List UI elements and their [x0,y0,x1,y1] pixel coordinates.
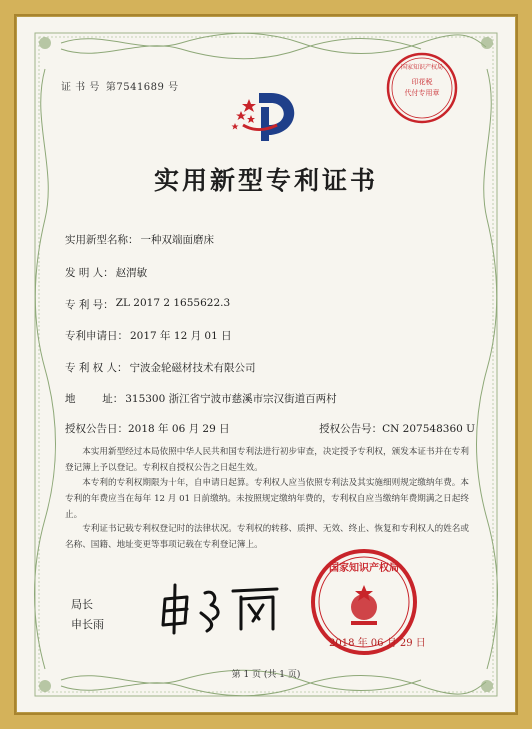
cnipa-logo [231,85,311,147]
field-patent-no [65,297,230,312]
body-paragraph-1: 本实用新型经过本局依照中华人民共和国专利法进行初步审查，决定授予专利权，颁发本证书并在专利登记簿上予以登记。专利权自授权公告之日起生效。 [65,447,469,473]
page-number: 第 1 页 (共 1 页) [231,670,301,680]
certificate-paper [17,17,515,712]
field-address [65,391,337,406]
field-holder [65,360,256,375]
field-address-label: 地 址： [65,393,124,405]
field-patent-no-value: ZL 2017 2 1655622.3 [115,297,231,309]
field-inventor-label: 发 明 人： [65,267,114,279]
director-signature [157,579,287,635]
field-filing-date [65,328,232,343]
field-inventor [65,265,147,280]
director-block [71,595,104,635]
field-patent-no-label: 专 利 号： [65,299,114,311]
field-holder-value: 宁波金轮磁材技术有限公司 [129,362,256,374]
seal-date: 2018 年 06 月 29 日 [329,638,426,649]
certificate-number-label: 证 书 号 [61,82,100,93]
svg-text:国家知识产权局: 国家知识产权局 [400,64,444,71]
field-name [65,232,214,247]
field-name-label: 实用新型名称： [65,234,139,246]
svg-text:国家知识产权局: 国家知识产权局 [329,563,399,574]
field-inventor-value: 赵渭敏 [115,267,148,279]
svg-text:代付专用章: 代付专用章 [404,89,440,97]
svg-text:印花税: 印花税 [411,78,433,86]
field-filing-date-label: 专利申请日： [65,330,128,342]
grant-date [65,421,230,436]
field-name-value: 一种双端面磨床 [140,234,214,246]
grant-number [319,421,475,436]
field-filing-date-value: 2017 年 12 月 01 日 [130,330,232,342]
field-address-value: 315300 浙江省宁波市慈溪市宗汉街道百两村 [125,393,337,405]
certificate-title: 实用新型专利证书 [153,166,378,195]
grant-number-value: CN 207548360 U [382,423,475,435]
body-paragraph-2: 本专利的专利权期限为十年，自申请日起算。专利权人应当依照专利法及其实施细则规定缴纳年费。本专利的年费应当在每年 12 月 01 日前缴纳。未按照规定缴纳年费的，专利权自应当缴纳年费期满之日起终止。 [65,478,469,520]
certificate-number [61,78,179,93]
director-title: 局长 [71,598,93,611]
tax-seal [385,51,459,125]
grant-row [65,421,475,436]
field-holder-label: 专 利 权 人： [65,362,128,374]
grant-date-label: 授权公告日： [65,423,128,435]
director-name: 申长雨 [71,618,104,631]
grant-number-label: 授权公告号： [319,423,383,435]
grant-date-value: 2018 年 06 月 29 日 [128,423,230,435]
body-paragraph-3: 专利证书记载专利权登记时的法律状况。专利权的转移、质押、无效、终止、恢复和专利权人的姓名或名称、国籍、地址变更等事项记载在专利登记簿上。 [65,524,469,550]
certificate-number-value: 第7541689 号 [105,82,179,93]
